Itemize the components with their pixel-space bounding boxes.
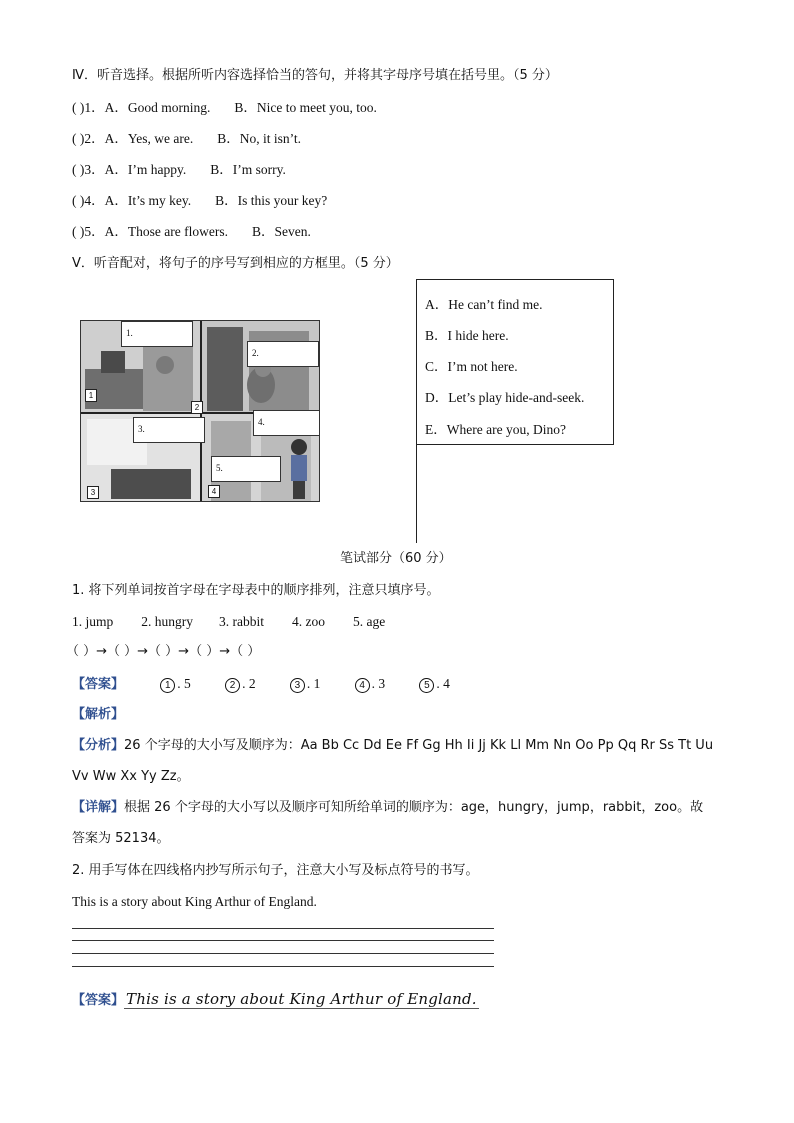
option-a: A．Good morning. xyxy=(104,100,211,115)
scene-number-1: 1 xyxy=(85,389,97,402)
word-3: 3. rabbit xyxy=(219,614,265,629)
hide-and-seek-illustration xyxy=(80,320,320,502)
answer-5: 5 . 4 xyxy=(419,676,450,691)
q2-prompt: 2. 用手写体在四线格内抄写所示句子，注意大小写及标点符号的书写。 xyxy=(72,863,479,878)
word-5: 5. age xyxy=(353,614,386,629)
xiangjie-tag: 【详解】 xyxy=(72,800,125,815)
answer-4: 4 . 3 xyxy=(355,676,386,691)
answer-1: 1 . 5 xyxy=(160,676,191,691)
q2-answer-line xyxy=(72,990,479,1010)
answer-tag: 【答案】 xyxy=(72,677,125,692)
fenxi-text: 26 个字母的大小写及顺序为：Aa Bb Cc Dd Ee Ff Gg Hh Ii Jj Kk Ll Mm Nn Oo Pp Qq Rr Ss Tt Uu xyxy=(124,738,714,753)
q1-blanks: （ ）→（ ）→（ ）→（ ）→（ ） xyxy=(66,644,261,659)
option-b: B．Nice to meet you, too. xyxy=(234,100,377,115)
analysis-tag: 【解析】 xyxy=(72,707,125,722)
four-line-grid-line-3 xyxy=(72,953,494,954)
divider-line xyxy=(416,445,417,543)
word-2: 2. hungry xyxy=(141,614,194,629)
written-section-title: 笔试部分（60 分） xyxy=(340,551,452,566)
scene-number-4: 4 xyxy=(208,485,220,498)
question-row-4 xyxy=(72,192,327,210)
q1-answer-line xyxy=(72,675,450,694)
question-number: ( )5． xyxy=(72,224,105,239)
option-a: A．Those are flowers. xyxy=(104,224,228,239)
four-line-grid-line-2 xyxy=(72,940,494,941)
answer-box-2[interactable]: 2. xyxy=(247,341,319,367)
question-row-3 xyxy=(72,161,286,179)
answer-box-1[interactable]: 1. xyxy=(121,321,193,347)
answer-box-3[interactable]: 3. xyxy=(133,417,205,443)
choice-d: D．Let’s play hide-and-seek. xyxy=(425,390,585,405)
word-4: 4. zoo xyxy=(292,614,326,629)
choices-box xyxy=(416,279,614,445)
q2-sentence: This is a story about King Arthur of England. xyxy=(72,894,317,909)
xiangjie-line-1 xyxy=(72,799,703,817)
xiangjie-text: 根据 26 个字母的大小写以及顺序可知所给单词的顺序为：age，hungry，jump，rabbit，zoo。故 xyxy=(124,800,704,815)
choice-b: B．I hide here. xyxy=(425,328,509,343)
choice-a: A．He can’t find me. xyxy=(425,297,543,312)
answer-2: 2 . 2 xyxy=(225,676,256,691)
answer-box-4[interactable]: 4. xyxy=(253,410,320,436)
answer-tag: 【答案】 xyxy=(72,993,125,1008)
option-b: B．I’m sorry. xyxy=(210,162,286,177)
fenxi-tag: 【分析】 xyxy=(72,738,125,753)
scene-number-2: 2 xyxy=(191,401,203,414)
answer-box-5[interactable]: 5. xyxy=(211,456,281,482)
fenxi-line-1 xyxy=(72,737,713,755)
question-number: ( )2． xyxy=(72,131,105,146)
question-row-5 xyxy=(72,223,311,241)
four-line-grid-line-1 xyxy=(72,928,494,929)
choice-e: E．Where are you, Dino? xyxy=(425,422,566,437)
option-a: A．I’m happy. xyxy=(104,162,187,177)
question-row-2 xyxy=(72,130,301,148)
scene-number-3: 3 xyxy=(87,486,99,499)
question-number: ( )3． xyxy=(72,162,105,177)
question-row-1 xyxy=(72,99,377,117)
fenxi-line-2: Vv Ww Xx Yy Zz。 xyxy=(72,769,190,784)
section4-heading: Ⅳ．听音选择。根据所听内容选择恰当的答句，并将其字母序号填在括号里。（5 分） xyxy=(72,68,558,83)
four-line-grid-line-4 xyxy=(72,966,494,967)
handwritten-answer: This is a story about King Arthur of England. xyxy=(126,990,477,1008)
xiangjie-line-2: 答案为 52134。 xyxy=(72,831,170,846)
answer-3: 3 . 1 xyxy=(290,676,321,691)
option-b: B．Is this your key? xyxy=(215,193,328,208)
option-b: B．Seven. xyxy=(251,224,311,239)
q1-words xyxy=(72,613,385,631)
option-b: B．No, it isn’t. xyxy=(217,131,302,146)
question-number: ( )1． xyxy=(72,100,105,115)
q1-prompt: 1. 将下列单词按首字母在字母表中的顺序排列，注意只填序号。 xyxy=(72,583,440,598)
option-a: A．Yes, we are. xyxy=(104,131,194,146)
choice-c: C．I’m not here. xyxy=(425,359,518,374)
option-a: A．It’s my key. xyxy=(104,193,192,208)
question-number: ( )4． xyxy=(72,193,105,208)
word-1: 1. jump xyxy=(72,614,114,629)
section5-heading: Ⅴ．听音配对，将句子的序号写到相应的方框里。（5 分） xyxy=(72,256,399,271)
